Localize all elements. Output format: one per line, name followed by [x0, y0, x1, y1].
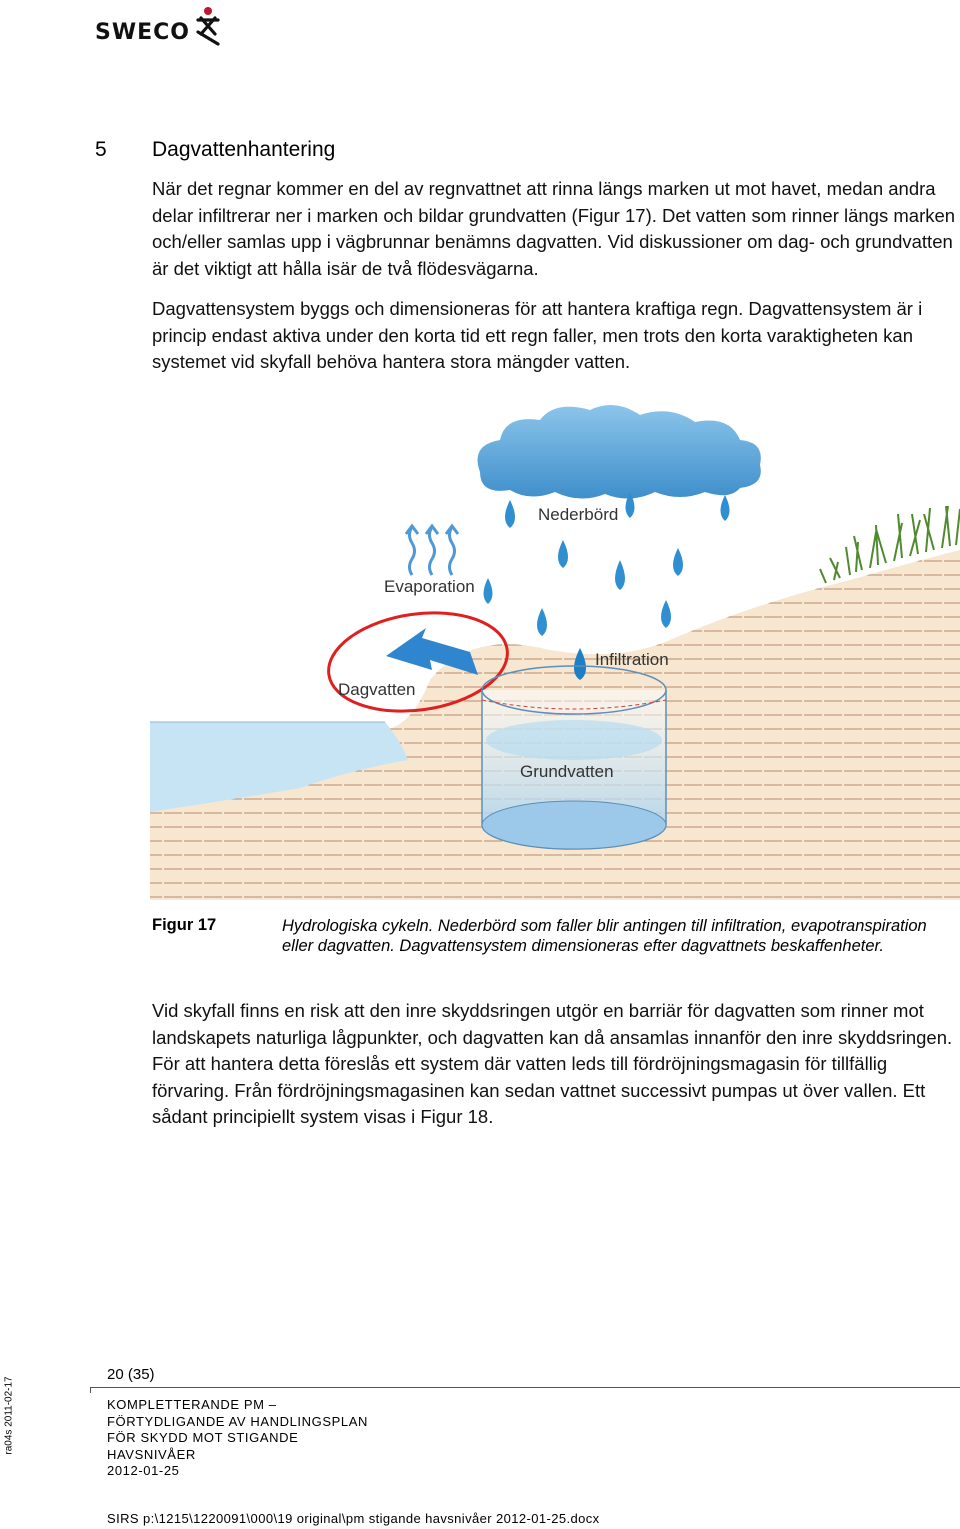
figure-label: Figur 17 [152, 916, 217, 934]
figure-caption: Hydrologiska cykeln. Nederbörd som faller blir antingen till infiltration, evapotranspiration eller dagvatten. Dagvattensystem dimensioneras efter dagvattnets beskaffenheter. [282, 917, 927, 955]
footer-divider-tick [90, 1387, 91, 1393]
footer-line-1: KOMPLETTERANDE PM – [107, 1397, 277, 1412]
paragraph-dagvattensystem: Dagvattensystem byggs och dimensioneras för att hantera kraftiga regn. Dagvattensystem är i princip endast aktiva under den korta tid ett regn faller, men trots den korta varaktigheten kan systemet vid skyfall behöva hantera stora mängder vatten. [152, 298, 923, 372]
label-dagvatten: Dagvatten [338, 680, 416, 699]
cloud [478, 405, 761, 499]
footer-date: 2012-01-25 [107, 1463, 180, 1478]
hydrological-cycle-figure [150, 400, 960, 900]
section-title: Dagvattenhantering [152, 138, 336, 161]
paragraph-intro: När det regnar kommer en del av regnvattnet att rinna längs marken ut mot havet, medan andra delar infiltrerar ner i marken och bildar grundvatten (Figur 17). Det vatten som rinner längs marken och/eller samlas upp i vägbrunnar benämns dagvatten. Vid diskussioner om dag- och grundvatten är det viktigt att hålla isär de två flödesvägarna. [152, 178, 956, 279]
label-grundvatten: Grundvatten [520, 762, 614, 781]
label-nederbord: Nederbörd [538, 505, 619, 524]
label-evaporation: Evaporation [384, 577, 475, 596]
template-code: ra04s 2011-02-17 [3, 1376, 15, 1455]
sweco-figure-icon [195, 6, 221, 46]
footer-line-4: HAVSNIVÅER [107, 1446, 196, 1462]
section-number: 5 [95, 138, 107, 161]
footer-line-3: FÖR SKYDD MOT STIGANDE [107, 1430, 299, 1445]
page-number: 20 (35) [107, 1366, 155, 1383]
logo-text: SWECO [95, 20, 190, 45]
evaporation-arrows [406, 526, 458, 575]
groundwater-cylinder [482, 666, 666, 849]
footer-document-title [107, 1397, 368, 1480]
dagvatten-arrow [386, 628, 478, 675]
footer-line-2: FÖRTYDLIGANDE AV HANDLINGSPLAN [107, 1413, 368, 1429]
label-infiltration: Infiltration [595, 650, 669, 669]
paragraph-skyfall: Vid skyfall finns en risk att den inre skyddsringen utgör en barriär för dagvatten som rinner mot landskapets naturliga lågpunkter, och dagvatten kan då ansamlas innanför den inre skyddsringen. För att hantera detta föreslås ett system där vatten leds till fördröjningsmagasin för tillfällig förvaring. Från fördröjningsmagasinen kan sedan vattnet successivt pumpas ut över vallen. Ett sådant principiellt system visas i Figur 18. [152, 1000, 953, 1127]
sweco-logo [95, 6, 225, 46]
footer-file-path: SIRS p:\1215\1220091\000\19 original\pm stigande havsnivåer 2012-01-25.docx [107, 1511, 600, 1526]
footer-divider [90, 1387, 960, 1388]
